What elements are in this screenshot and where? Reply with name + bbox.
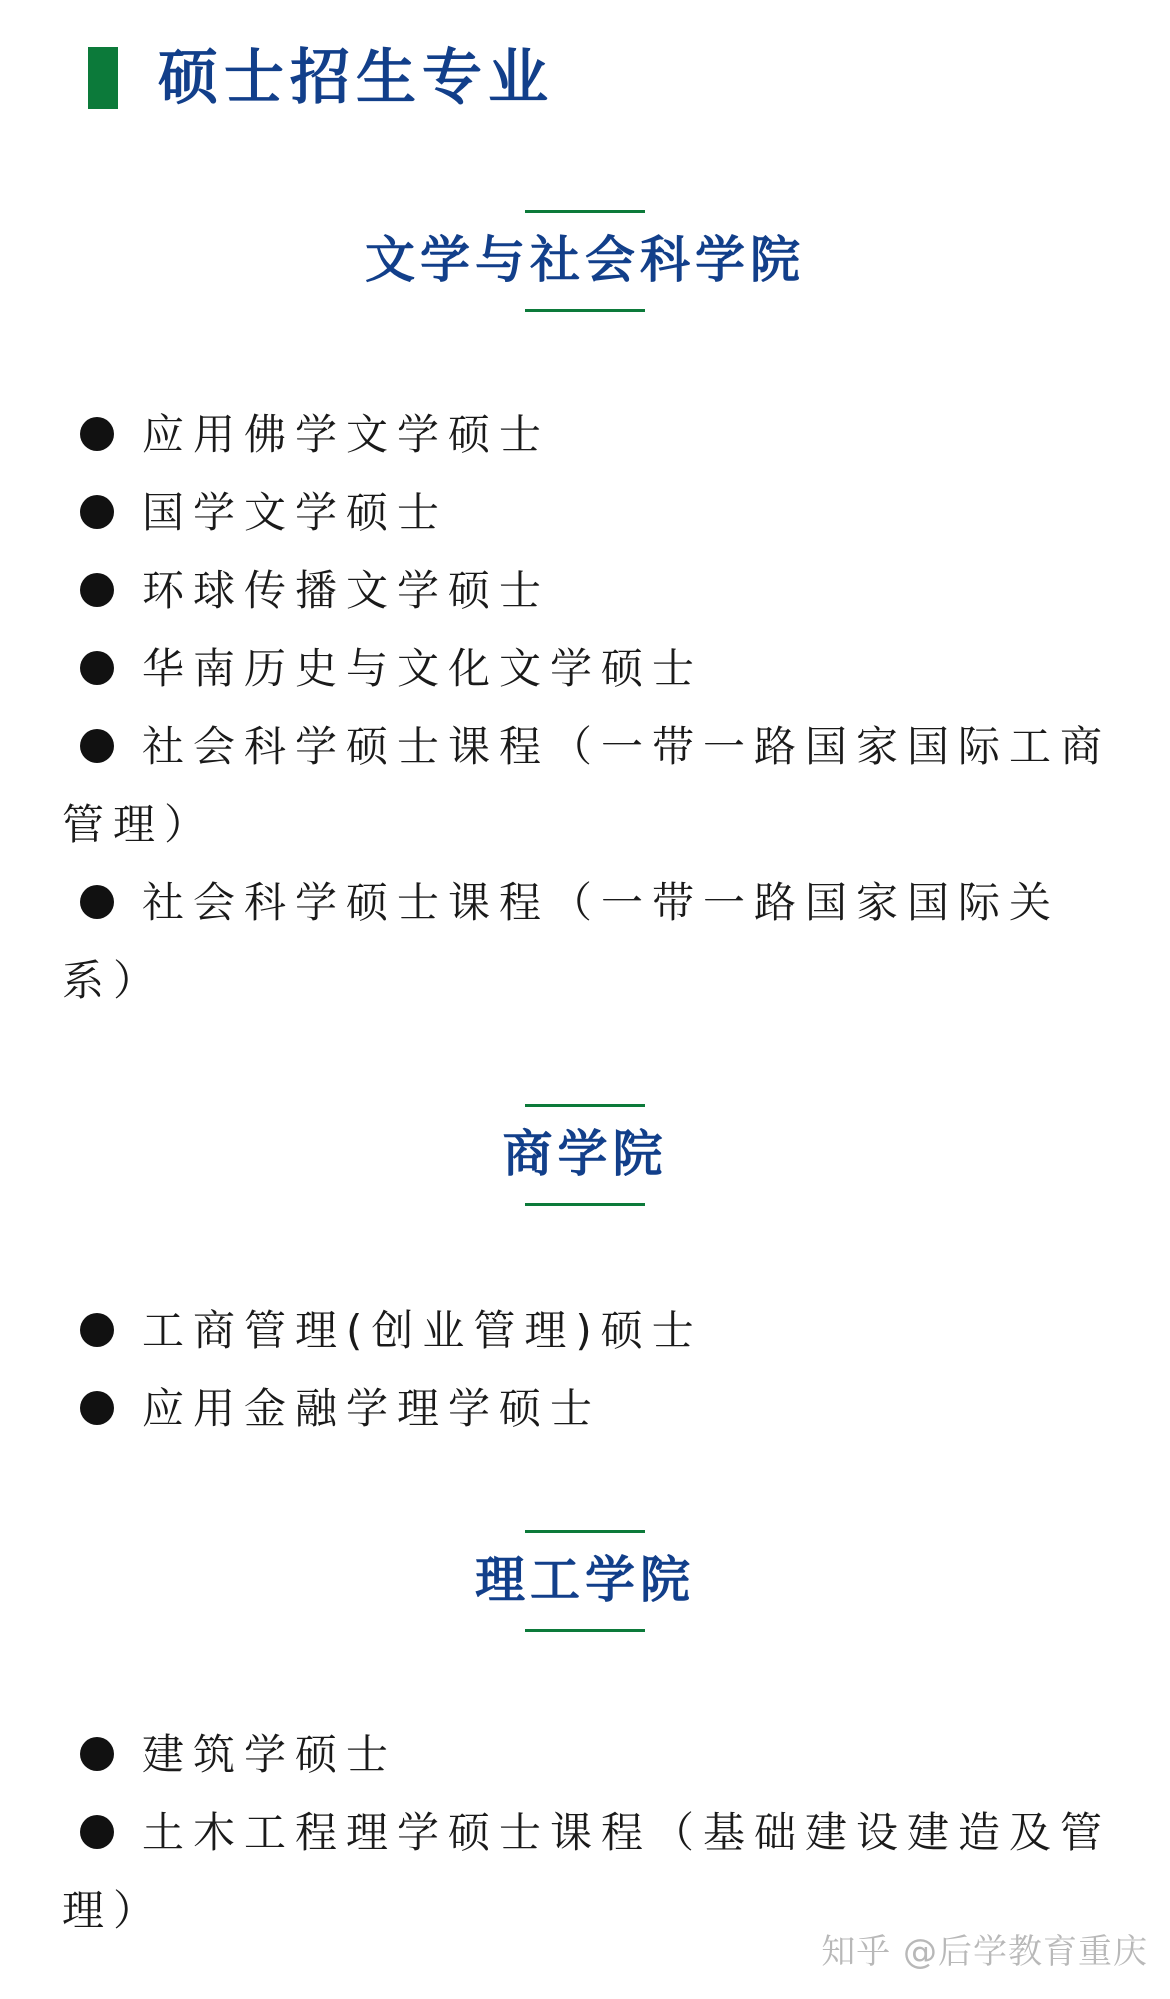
list-item: [62, 630, 1122, 708]
section-top-rule: [525, 210, 645, 213]
list-item: [62, 708, 1122, 864]
bullet-icon: [80, 573, 114, 607]
program-name: 社会科学硕士课程（一带一路国家国际工商管理）: [62, 722, 1112, 849]
watermark: 知乎 @后学教育重庆: [821, 1932, 1148, 1972]
section-title-business: [0, 1104, 1170, 1206]
bullet-icon: [80, 1737, 114, 1771]
list-item: [62, 1370, 1122, 1448]
bullet-icon: [80, 885, 114, 919]
page-header: [88, 38, 554, 118]
list-item: [62, 552, 1122, 630]
bullet-icon: [80, 1815, 114, 1849]
section-heading: 理工学院: [475, 1551, 695, 1609]
bullet-icon: [80, 729, 114, 763]
program-name: 社会科学硕士课程（一带一路国家国际关系）: [62, 878, 1061, 1005]
program-name: 建筑学硕士: [142, 1730, 398, 1779]
bullet-icon: [80, 495, 114, 529]
program-name: 国学文学硕士: [142, 488, 449, 537]
bullet-icon: [80, 1391, 114, 1425]
program-name: 华南历史与文化文学硕士: [142, 644, 704, 693]
section-heading: 文学与社会科学院: [365, 231, 805, 289]
program-list-business: [62, 1292, 1122, 1448]
list-item: [62, 396, 1122, 474]
list-item: [62, 1292, 1122, 1370]
program-name: 工商管理(创业管理)硕士: [142, 1306, 703, 1355]
program-list-science-engineering: [62, 1716, 1122, 1950]
program-list-liberal-arts: [62, 396, 1122, 1020]
header-accent-bar: [88, 47, 118, 109]
program-name: 环球传播文学硕士: [142, 566, 551, 615]
section-bottom-rule: [525, 1629, 645, 1632]
list-item: [62, 474, 1122, 552]
page-title: 硕士招生专业: [158, 43, 554, 113]
program-name: 应用金融学理学硕士: [142, 1384, 602, 1433]
bullet-icon: [80, 417, 114, 451]
section-title-science-engineering: [0, 1530, 1170, 1632]
section-top-rule: [525, 1104, 645, 1107]
bullet-icon: [80, 1313, 114, 1347]
section-bottom-rule: [525, 309, 645, 312]
list-item: [62, 1716, 1122, 1794]
bullet-icon: [80, 651, 114, 685]
section-bottom-rule: [525, 1203, 645, 1206]
section-heading: 商学院: [502, 1125, 668, 1183]
section-top-rule: [525, 1530, 645, 1533]
section-title-liberal-arts: [0, 210, 1170, 312]
program-name: 应用佛学文学硕士: [142, 410, 551, 459]
program-name: 土木工程理学硕士课程（基础建设建造及管理）: [62, 1808, 1112, 1935]
list-item: [62, 864, 1122, 1020]
